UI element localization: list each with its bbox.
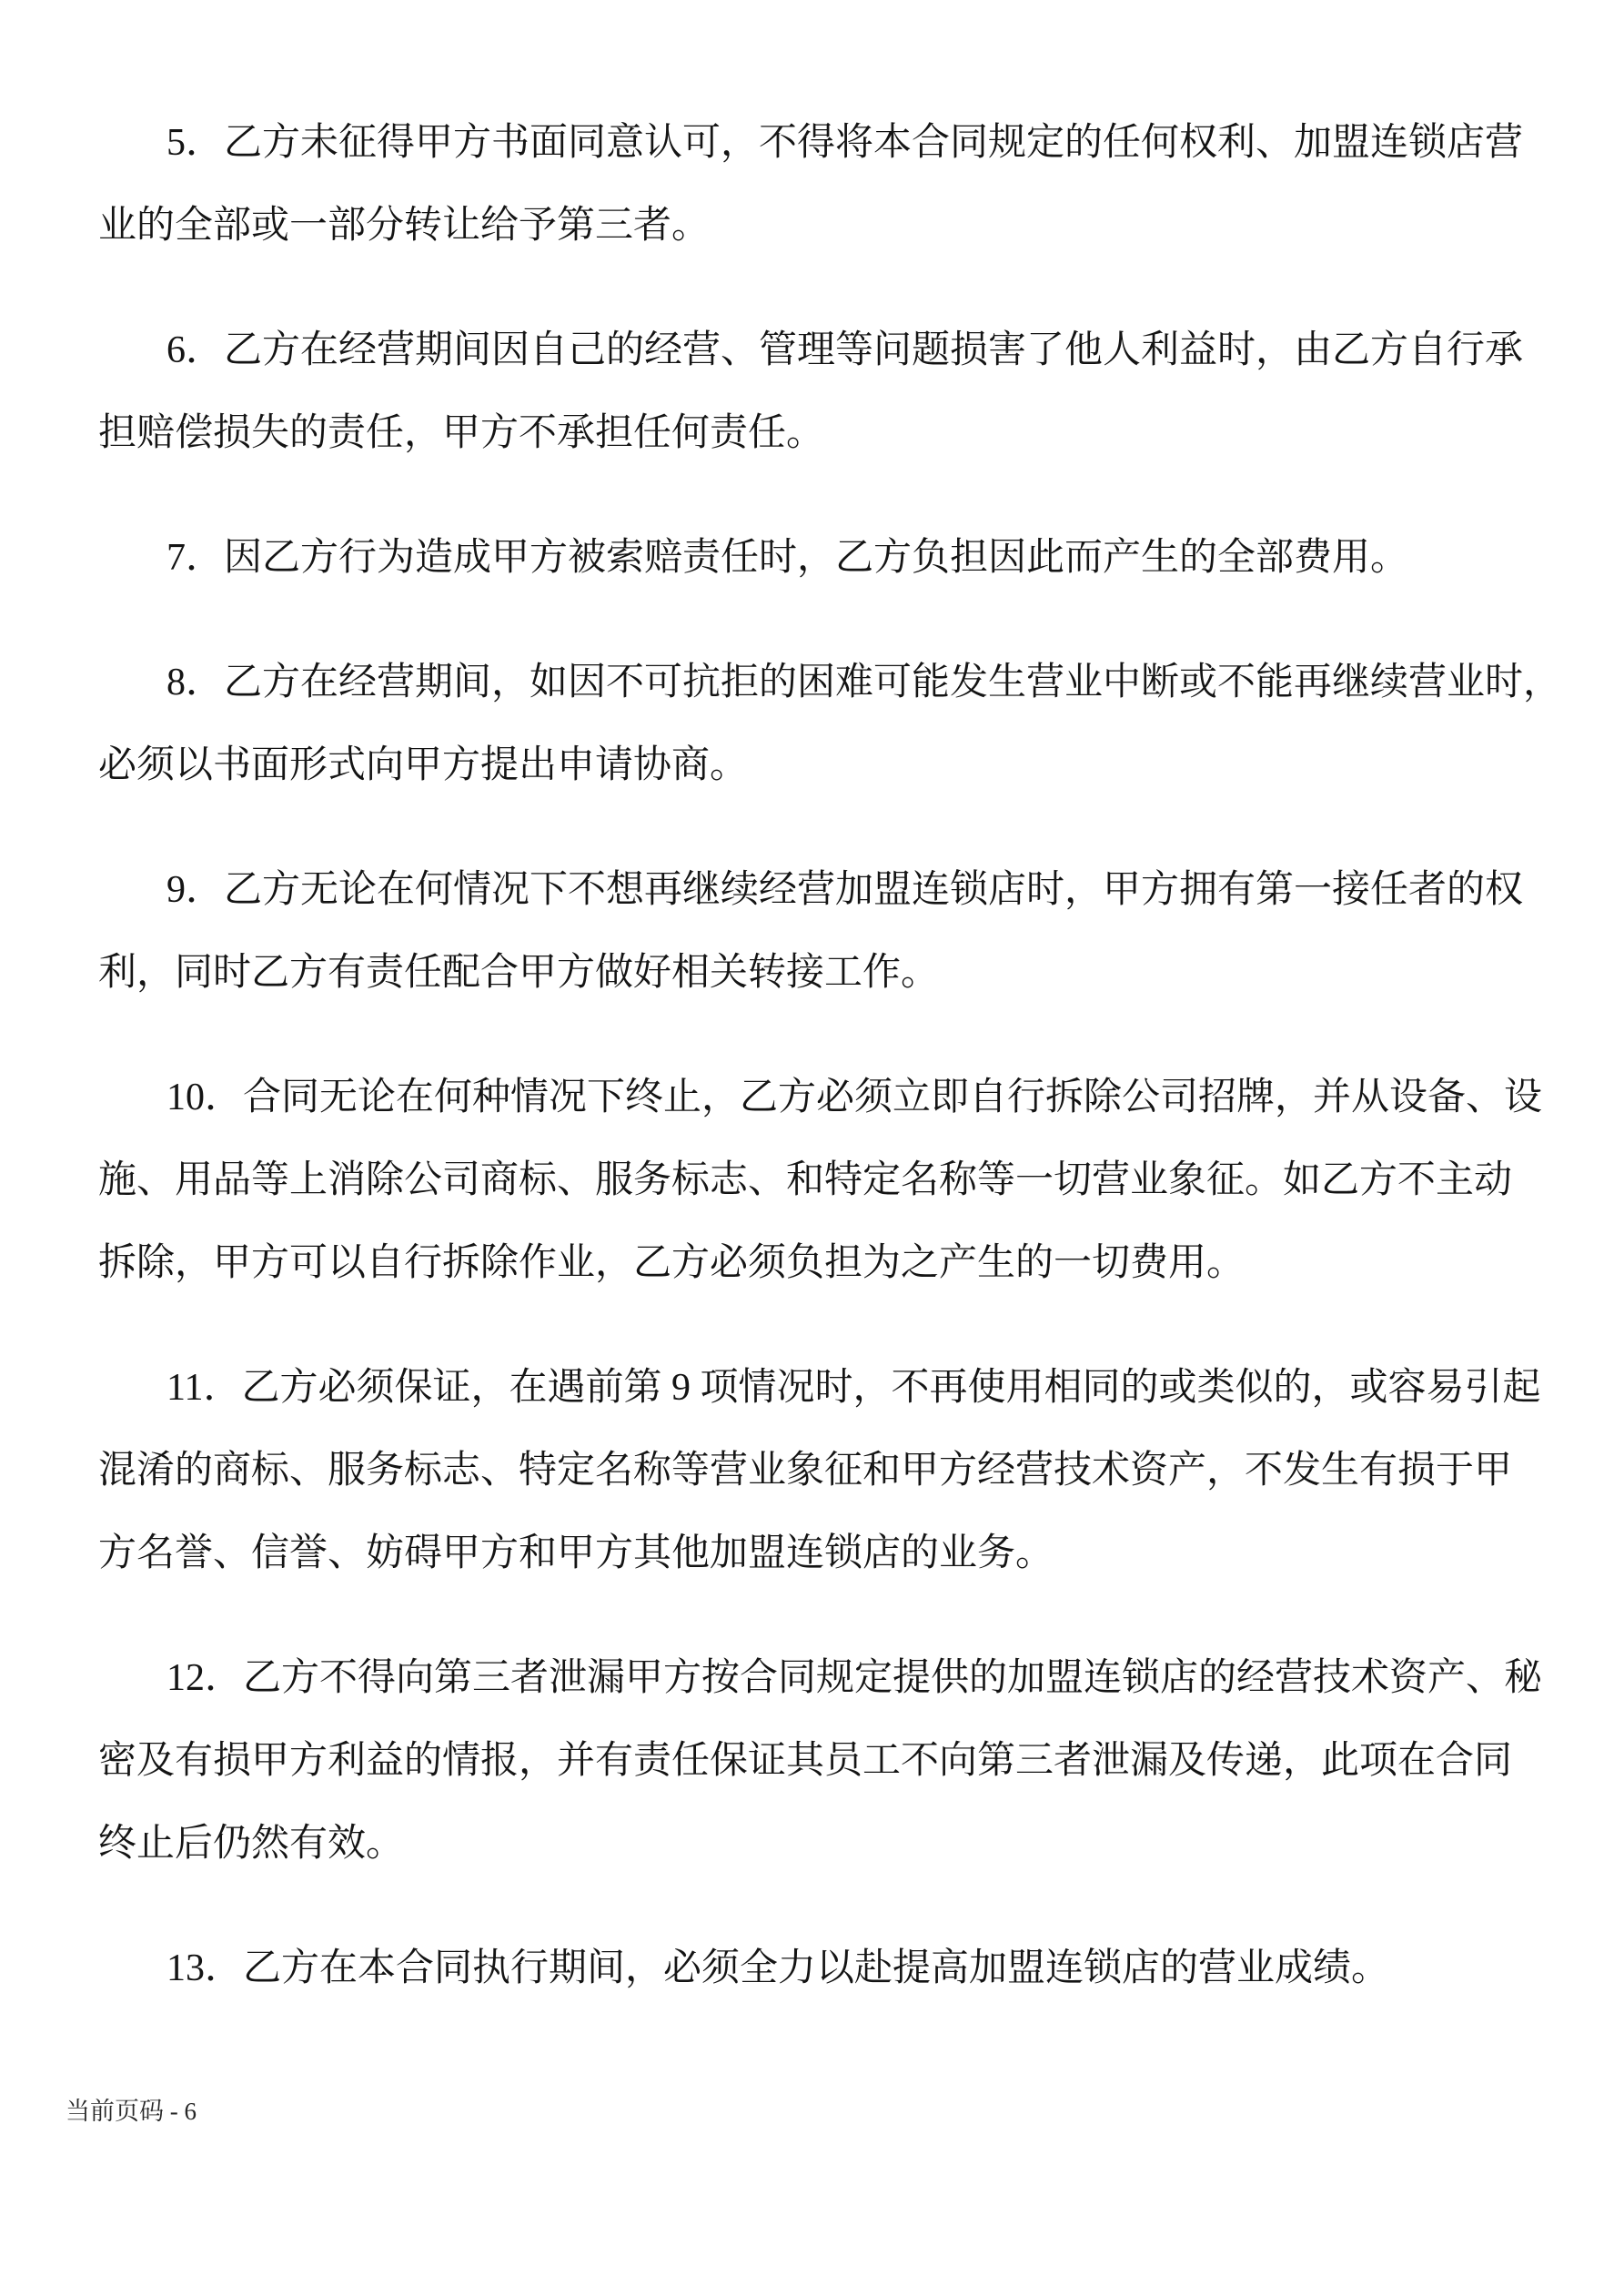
clause-10 [98, 1057, 1569, 1305]
clause-9-line-2: 利，同时乙方有责任配合甲方做好相关转接工作。 [98, 952, 940, 994]
clause-13 [98, 1927, 1569, 2010]
clause-8 [98, 642, 1569, 807]
clause-11-line-1: 11．乙方必须保证，在遇前第 9 项情况时，不再使用相同的或类似的，或容易引起 [166, 1367, 1541, 1409]
clause-5-line-1: 5．乙方未征得甲方书面同意认可，不得将本合同规定的任何权利、加盟连锁店营 [166, 122, 1524, 164]
clause-9 [98, 849, 1569, 1015]
clause-11 [98, 1347, 1569, 1595]
clause-7-line-1: 7．因乙方行为造成甲方被索赔责任时，乙方负担因此而产生的全部费用。 [166, 537, 1409, 579]
clause-10-line-3: 拆除，甲方可以自行拆除作业，乙方必须负担为之产生的一切费用。 [98, 1242, 1246, 1284]
clause-6 [98, 309, 1569, 475]
contract-clauses [98, 102, 1569, 2052]
clause-8-line-1: 8．乙方在经营期间，如因不可抗拒的困难可能发生营业中断或不能再继续营业时， [166, 662, 1562, 703]
clause-12-line-3: 终止后仍然有效。 [98, 1823, 405, 1865]
clause-10-line-2: 施、用品等上消除公司商标、服务标志、和特定名称等一切营业象征。如乙方不主动 [98, 1159, 1513, 1201]
clause-11-line-3: 方名誉、信誉、妨碍甲方和甲方其他加盟连锁店的业务。 [98, 1532, 1054, 1574]
clause-5 [98, 102, 1569, 268]
clause-12 [98, 1637, 1569, 1886]
clause-7 [98, 517, 1569, 600]
clause-6-line-1: 6．乙方在经营期间因自己的经营、管理等问题损害了他人利益时，由乙方自行承 [166, 329, 1524, 371]
clause-12-line-2: 密及有损甲方利益的情报，并有责任保证其员工不向第三者泄漏及传递，此项在合同 [98, 1740, 1513, 1782]
clause-6-line-2: 担赔偿损失的责任，甲方不承担任何责任。 [98, 412, 825, 454]
clause-13-line-1: 13．乙方在本合同执行期间，必须全力以赴提高加盟连锁店的营业成绩。 [166, 1947, 1390, 1989]
clause-11-line-2: 混淆的商标、服务标志、特定名称等营业象征和甲方经营技术资产，不发生有损于甲 [98, 1450, 1513, 1492]
clause-5-line-2: 业的全部或一部分转让给予第三者。 [98, 205, 711, 247]
clause-10-line-1: 10．合同无论在何种情况下终止，乙方必须立即自行拆除公司招牌，并从设备、设 [166, 1077, 1543, 1118]
page-footer [66, 2093, 197, 2129]
clause-8-line-2: 必须以书面形式向甲方提出申请协商。 [98, 744, 749, 786]
page-number-label: 当前页码 - 6 [66, 2098, 197, 2125]
clause-9-line-1: 9．乙方无论在何情况下不想再继续经营加盟连锁店时，甲方拥有第一接任者的权 [166, 869, 1524, 911]
clause-12-line-1: 12．乙方不得向第三者泄漏甲方按合同规定提供的加盟连锁店的经营技术资产、秘 [166, 1657, 1543, 1699]
